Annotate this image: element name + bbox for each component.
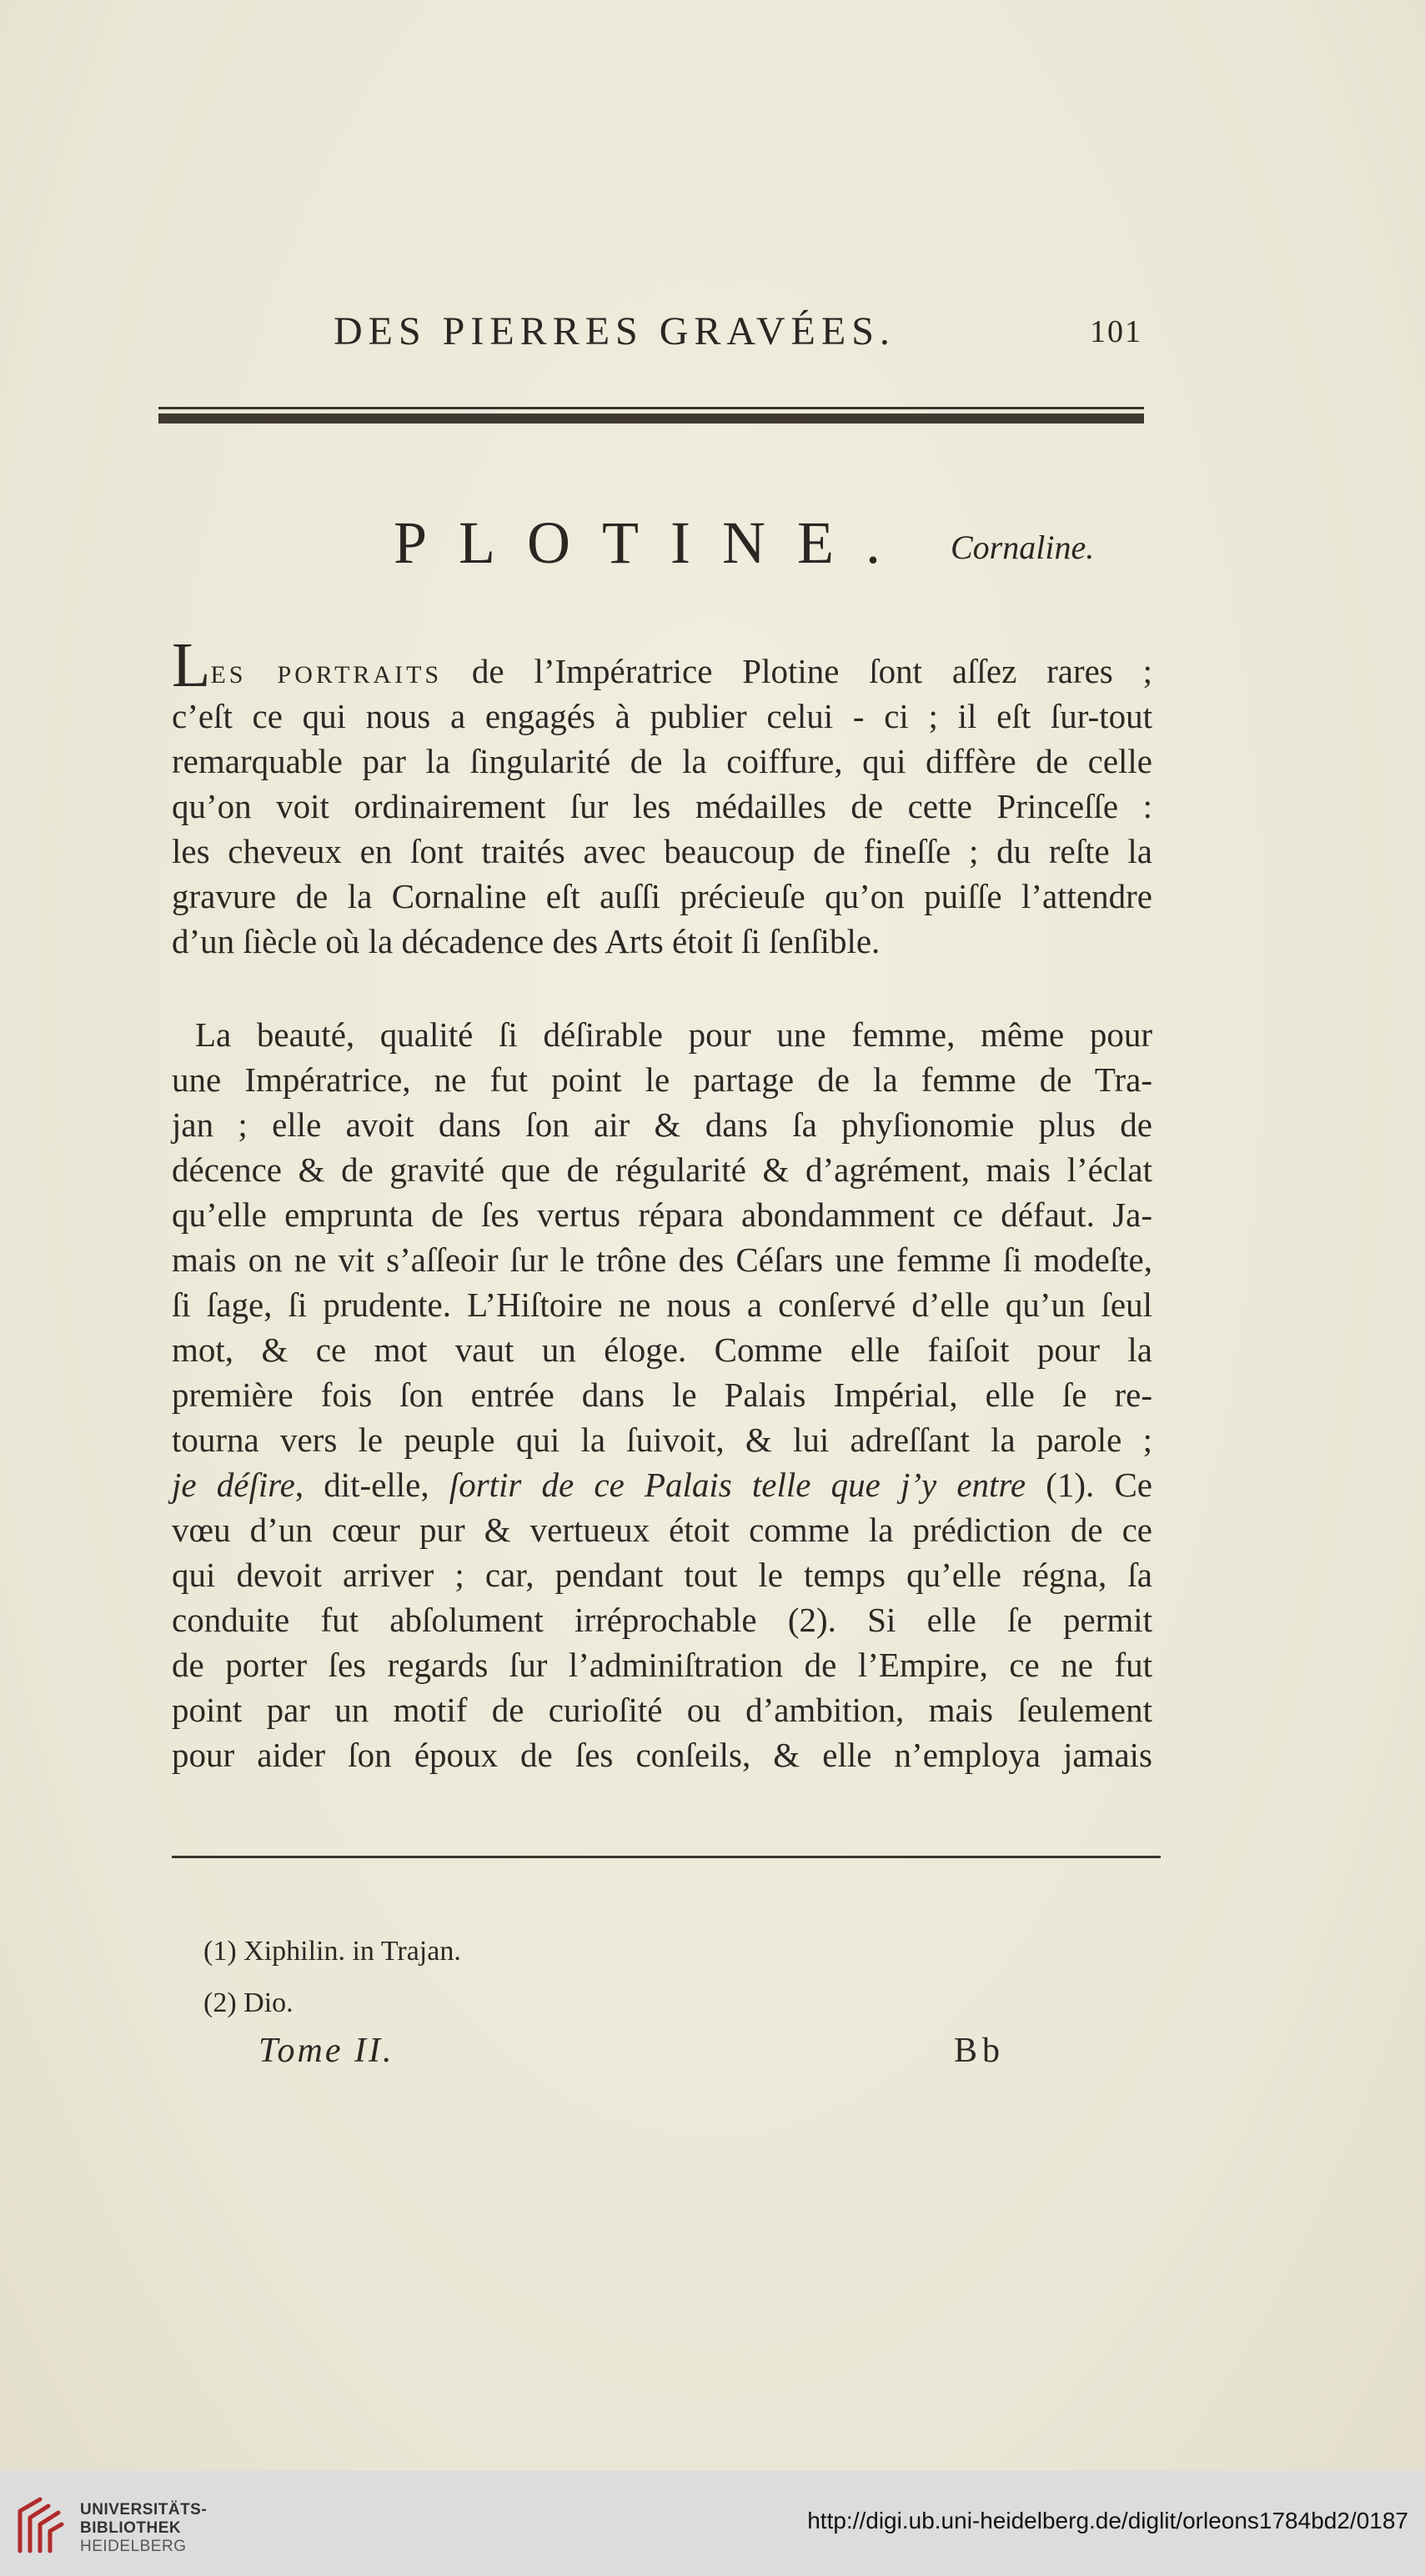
quote-italic-a: je déſire (172, 1466, 295, 1504)
text-line: tourna vers le peuple qui la ſuivoit, & lui adreſſant la parole ; (172, 1421, 1152, 1459)
text-line-content: de l’Impératrice Plotine ſont aſſez rares ; (442, 652, 1152, 690)
text-line: mot, & ce mot vaut un éloge. Comme elle faiſoit pour la (172, 1331, 1152, 1369)
text-line: gravure de la Cornaline eſt auſſi précieuſe qu’on puiſſe l’attendre (172, 877, 1152, 915)
tome-label: Tome II. (258, 2032, 394, 2070)
header-rule-thick (158, 413, 1144, 423)
page-header (158, 308, 1142, 367)
quote-text-b: (1). Ce (1026, 1466, 1152, 1504)
text-line: jan ; elle avoit dans ſon air & dans ſa phyſionomie plus de (172, 1105, 1152, 1144)
text-line: point par un motif de curioſité ou d’ambition, mais ſeulement (172, 1691, 1152, 1729)
footnote-1: (1) Xiphilin. in Trajan. (203, 1936, 461, 1967)
text-line-quote (172, 1462, 1152, 1507)
text-line: ſi ſage, ſi prudente. L’Hiſtoire ne nous a conſervé d’elle qu’un ſeul (172, 1285, 1152, 1324)
header-rule-thin (158, 407, 1144, 409)
text-line: qu’elle emprunta de ſes vertus répara abondamment ce défaut. Ja- (172, 1195, 1152, 1234)
quote-text-a: , dit-elle, (294, 1466, 449, 1504)
text-line: La beauté, qualité ſi déſirable pour une femme, même pour (195, 1015, 1152, 1054)
text-line: pour aider ſon époux de ſes conſeils, & elle n’employa jamais (172, 1736, 1152, 1774)
text-line: vœu d’un cœur pur & vertueux étoit comme la prédiction de ce (172, 1511, 1152, 1549)
quote-italic-b: ſortir de ce Palais telle que j’y entre (449, 1466, 1026, 1504)
signature-mark: Bb (954, 2032, 1006, 2070)
page-number: 101 (1090, 314, 1142, 349)
text-line: c’eſt ce qui nous a engagés à publier celui - ci ; il eſt ſur-tout (172, 697, 1152, 735)
library-name-line2: BIBLIOTHEK (80, 2519, 182, 2537)
drop-initial: L (172, 630, 211, 700)
text-line (172, 630, 1152, 700)
text-line: qu’on voit ordinairement ſur les médailles de cette Princeſſe : (172, 787, 1152, 825)
paragraph-2 (172, 1012, 1152, 1777)
text-line: une Impératrice, ne fut point le partage de la femme de Tra- (172, 1060, 1152, 1099)
library-name-line1: UNIVERSITÄTS- (80, 2501, 208, 2518)
text-line: les cheveux en ſont traités avec beaucoup de fineſſe ; du reſte la (172, 832, 1152, 870)
text-line: mais on ne vit s’aſſeoir ſur le trône des Céſars une femme ſi modeſte, (172, 1240, 1152, 1279)
text-line: conduite fut abſolument irréprochable (2). Si elle ſe permit (172, 1601, 1152, 1639)
library-name-line3: HEIDELBERG (80, 2538, 187, 2555)
smallcaps-opening: ES PORTRAITS (210, 661, 443, 689)
section-subtitle: Cornaline. (951, 529, 1095, 566)
library-name[interactable] (80, 2501, 207, 2556)
text-line: de porter ſes regards ſur l’adminiſtration de l’Empire, ce ne fut (172, 1646, 1152, 1684)
text-line: première fois ſon entrée dans le Palais Impérial, elle ſe re- (172, 1376, 1152, 1414)
text-line: remarquable par la ſingularité de la coiffure, qui diffère de celle (172, 742, 1152, 780)
header-rule (158, 407, 1144, 427)
footnote-rule (172, 1856, 1161, 1858)
running-title: DES PIERRES GRAVÉES. (334, 309, 896, 353)
section-title: PLOTINE. (394, 509, 912, 576)
text-line: décence & de gravité que de régularité & d’agrément, mais l’éclat (172, 1150, 1152, 1189)
footnote-2: (2) Dio. (203, 1987, 294, 2018)
text-line: d’un ſiècle où la décadence des Arts étoit ſi ſenſible. (172, 922, 881, 960)
library-logo-icon[interactable] (15, 2493, 67, 2558)
permalink-url[interactable]: http://digi.ub.uni-heidelberg.de/diglit/orleons1784bd2/0187 (807, 2508, 1408, 2533)
text-line: qui devoit arriver ; car, pendant tout le temps qu’elle régna, ſa (172, 1556, 1152, 1594)
paragraph-1 (172, 630, 1152, 964)
